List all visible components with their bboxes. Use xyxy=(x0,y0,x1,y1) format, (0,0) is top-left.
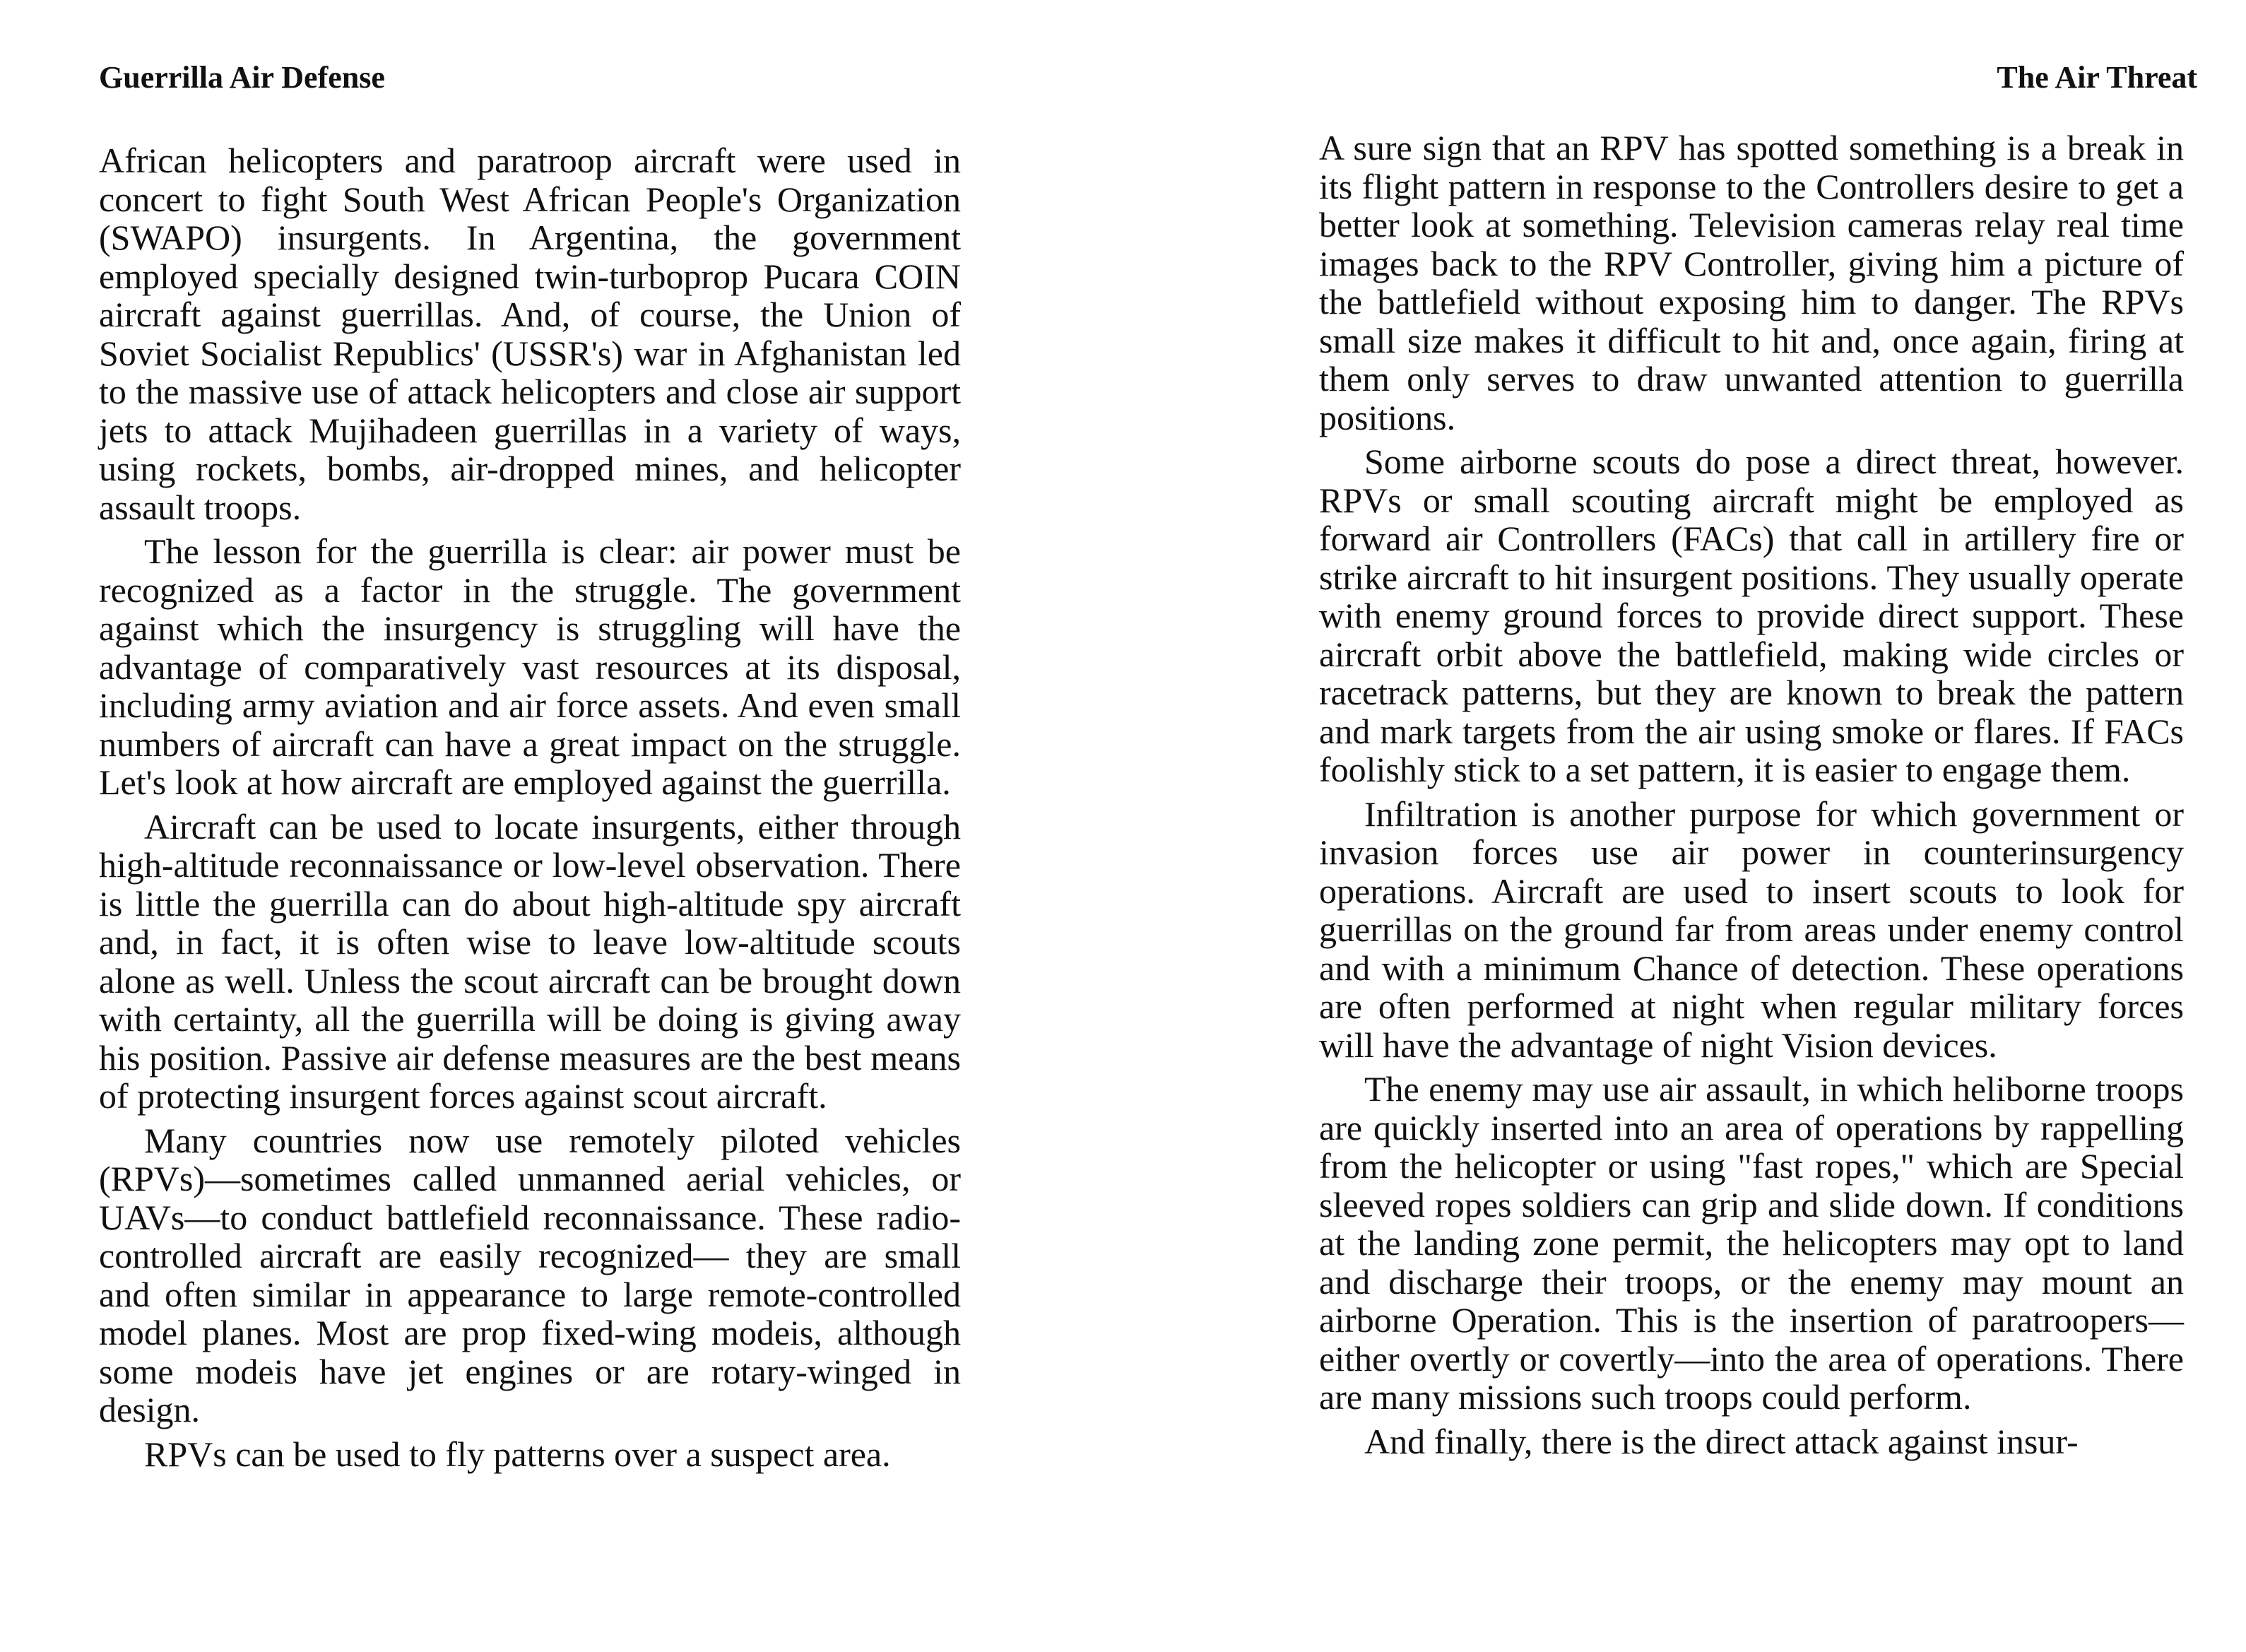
right-body-text xyxy=(1319,129,2184,1466)
paragraph: The lesson for the guerrilla is clear: air power must be recognized as a factor in the struggle. The government against which the insurgency is struggling will have the advantage of comparatively vast resources at its disposal, including army aviation and air force assets. And even small numbers of aircraft can have a great impact on the struggle. Let's look at how aircraft are employed against the guerrilla. xyxy=(99,531,961,802)
left-body-text xyxy=(99,141,961,1479)
paragraph: RPVs can be used to fly patterns over a suspect area. xyxy=(144,1434,891,1474)
paragraph: African helicopters and paratroop aircraft were used in concert to fight South West African People's Organization (SWAPO) insurgents. In Argentina, the government employed specially designed twin-turboprop Pucara COIN aircraft against guerrillas. And, of course, the Union of Soviet Socialist Republics' (USSR's) war in Afghanistan led to the massive use of attack helicopters and close air support jets to attack Mujihadeen guerrillas in a variety of ways, using rockets, bombs, air-dropped mines, and helicopter assault troops. xyxy=(99,141,961,527)
right-page xyxy=(1123,0,2246,1652)
paragraph: Many countries now use remotely piloted vehicles (RPVs)—sometimes called unmanned aerial vehicles, or UAVs—to conduct battlefield reconnaissance. These radio-controlled aircraft are easily recognized— they are small and often similar in appearance to large remote-controlled model planes. Most are prop fixed-wing modeis, although some modeis have jet engines or are rotary-winged in design. xyxy=(99,1120,961,1429)
paragraph: The enemy may use air assault, in which heliborne troops are quickly inserted into an area of operations by rappelling from the helicopter or using "fast ropes," which are Special sleeved ropes soldiers can grip and slide down. If conditions at the landing zone permit, the helicopters may opt to land and discharge their troops, or the enemy may mount an airborne Operation. This is the insertion of paratroopers— either overtly or covertly—into the area of operations. There are many missions such troops could perform. xyxy=(1319,1069,2184,1417)
paragraph: And finally, there is the direct attack against insur- xyxy=(1364,1421,2079,1461)
left-running-head: Guerrilla Air Defense xyxy=(99,60,385,95)
paragraph: Infiltration is another purpose for which government or invasion forces use air power in counterinsurgency operations. Aircraft are used to insert scouts to look for guerrillas on the ground far from areas under enemy control and with a minimum Chance of detection. These operations are often performed at night when regular military forces will have the advantage of night Vision devices. xyxy=(1319,793,2184,1065)
paragraph: Aircraft can be used to locate insurgents, either through high-altitude reconnaissance or low-level observation. There is little the guerrilla can do about high-altitude spy aircraft and, in fact, it is often wise to leave low-altitude scouts alone as well. Unless the scout aircraft can be brought down with certainty, all the guerrilla will be doing is giving away his position. Passive air defense measures are the best means of protecting insurgent forces against scout aircraft. xyxy=(99,806,961,1116)
paragraph: Some airborne scouts do pose a direct threat, however. RPVs or small scouting aircraft might be employed as forward air Controllers (FACs) that call in artillery fire or strike aircraft to hit insurgent positions. They usually operate with enemy ground forces to provide direct support. These aircraft orbit above the battlefield, making wide circles or racetrack patterns, but they are known to break the pattern and mark targets from the air using smoke or flares. If FACs foolishly stick to a set pattern, it is easier to engage them. xyxy=(1319,442,2184,789)
paragraph: A sure sign that an RPV has spotted something is a break in its flight pattern in response to the Controllers desire to get a better look at something. Television cameras relay real time images back to the RPV Controller, giving him a picture of the battlefield without exposing him to danger. The RPVs small size makes it difficult to hit and, once again, firing at them only serves to draw unwanted attention to guerrilla positions. xyxy=(1319,128,2184,437)
right-running-head: The Air Threat xyxy=(1997,60,2197,95)
